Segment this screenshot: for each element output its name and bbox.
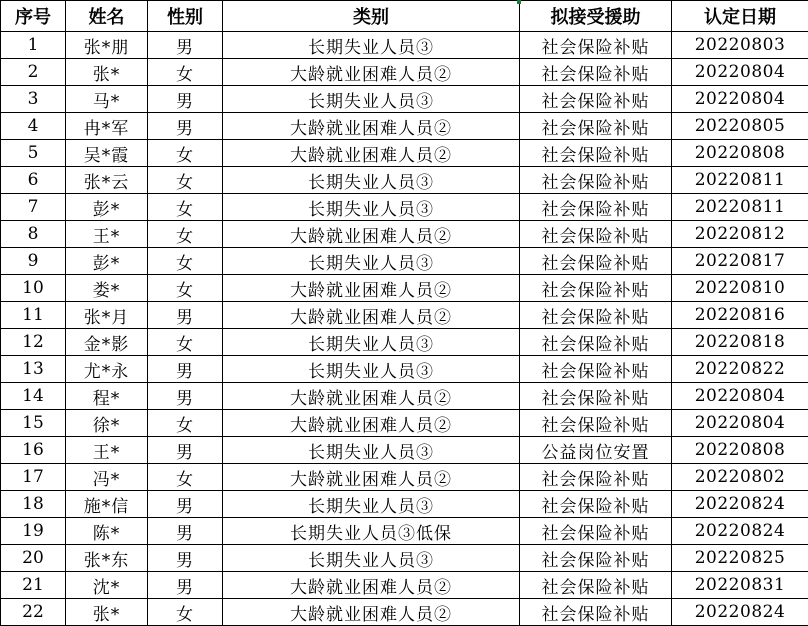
table-row xyxy=(1,86,808,113)
cell-gender[interactable]: 男 xyxy=(148,491,223,518)
cell-aid[interactable]: 社会保险补贴 xyxy=(520,356,672,383)
cell-category[interactable]: 大龄就业困难人员② xyxy=(223,410,520,437)
cell-seq[interactable]: 20 xyxy=(1,545,66,572)
cell-date[interactable]: 20220803 xyxy=(672,32,808,59)
header-seq: 序号 xyxy=(1,1,66,32)
table-row xyxy=(1,383,808,410)
cell-gender[interactable]: 女 xyxy=(148,140,223,167)
cell-category[interactable]: 大龄就业困难人员② xyxy=(223,140,520,167)
cell-date[interactable]: 20220802 xyxy=(672,464,808,491)
table-row xyxy=(1,59,808,86)
cell-gender[interactable]: 男 xyxy=(148,572,223,599)
table-row xyxy=(1,518,808,545)
cell-corner-marker xyxy=(517,0,521,4)
cell-aid[interactable]: 公益岗位安置 xyxy=(520,437,672,464)
cell-name[interactable]: 彭* xyxy=(66,248,148,275)
cell-date[interactable]: 20220804 xyxy=(672,59,808,86)
cell-name[interactable]: 冉*军 xyxy=(66,113,148,140)
table-row xyxy=(1,221,808,248)
cell-seq[interactable]: 14 xyxy=(1,383,66,410)
cell-seq[interactable]: 2 xyxy=(1,59,66,86)
cell-date[interactable]: 20220822 xyxy=(672,356,808,383)
cell-name[interactable]: 王* xyxy=(66,221,148,248)
table-row xyxy=(1,572,808,599)
cell-gender[interactable]: 女 xyxy=(148,221,223,248)
cell-gender[interactable]: 女 xyxy=(148,248,223,275)
cell-date[interactable]: 20220804 xyxy=(672,410,808,437)
table-row xyxy=(1,545,808,572)
cell-date[interactable]: 20220805 xyxy=(672,113,808,140)
cell-category[interactable]: 长期失业人员③ xyxy=(223,356,520,383)
cell-aid[interactable]: 社会保险补贴 xyxy=(520,410,672,437)
header-name: 姓名 xyxy=(66,1,148,32)
cell-aid[interactable]: 社会保险补贴 xyxy=(520,59,672,86)
cell-date[interactable]: 20220817 xyxy=(672,248,808,275)
cell-name[interactable]: 陈* xyxy=(66,518,148,545)
cell-seq[interactable]: 6 xyxy=(1,167,66,194)
cell-gender[interactable]: 男 xyxy=(148,545,223,572)
cell-date[interactable]: 20220816 xyxy=(672,302,808,329)
cell-category[interactable]: 大龄就业困难人员② xyxy=(223,59,520,86)
cell-seq[interactable]: 3 xyxy=(1,86,66,113)
cell-gender[interactable]: 男 xyxy=(148,32,223,59)
cell-seq[interactable]: 13 xyxy=(1,356,66,383)
cell-aid[interactable]: 社会保险补贴 xyxy=(520,32,672,59)
cell-name[interactable]: 张* xyxy=(66,599,148,626)
table-row xyxy=(1,248,808,275)
cell-gender[interactable]: 女 xyxy=(148,167,223,194)
cell-category[interactable]: 长期失业人员③ xyxy=(223,194,520,221)
cell-name[interactable]: 徐* xyxy=(66,410,148,437)
cell-name[interactable]: 娄* xyxy=(66,275,148,302)
table-row xyxy=(1,275,808,302)
cell-seq[interactable]: 11 xyxy=(1,302,66,329)
cell-gender[interactable]: 男 xyxy=(148,518,223,545)
cell-name[interactable]: 沈* xyxy=(66,572,148,599)
cell-date[interactable]: 20220810 xyxy=(672,275,808,302)
cell-date[interactable]: 20220812 xyxy=(672,221,808,248)
table-row xyxy=(1,437,808,464)
table-row xyxy=(1,194,808,221)
cell-seq[interactable]: 16 xyxy=(1,437,66,464)
cell-name[interactable]: 程* xyxy=(66,383,148,410)
cell-aid[interactable]: 社会保险补贴 xyxy=(520,248,672,275)
cell-category[interactable]: 长期失业人员③ xyxy=(223,545,520,572)
cell-name[interactable]: 冯* xyxy=(66,464,148,491)
cell-name[interactable]: 王* xyxy=(66,437,148,464)
cell-seq[interactable]: 9 xyxy=(1,248,66,275)
cell-seq[interactable]: 5 xyxy=(1,140,66,167)
cell-gender[interactable]: 男 xyxy=(148,302,223,329)
cell-date[interactable]: 20220811 xyxy=(672,194,808,221)
cell-aid[interactable]: 社会保险补贴 xyxy=(520,545,672,572)
cell-seq[interactable]: 21 xyxy=(1,572,66,599)
cell-category[interactable]: 长期失业人员③ xyxy=(223,32,520,59)
cell-date[interactable]: 20220804 xyxy=(672,383,808,410)
cell-aid[interactable]: 社会保险补贴 xyxy=(520,275,672,302)
cell-aid[interactable]: 社会保险补贴 xyxy=(520,599,672,626)
cell-gender[interactable]: 女 xyxy=(148,329,223,356)
cell-gender[interactable]: 女 xyxy=(148,599,223,626)
cell-aid[interactable]: 社会保险补贴 xyxy=(520,113,672,140)
cell-seq[interactable]: 7 xyxy=(1,194,66,221)
cell-date[interactable]: 20220824 xyxy=(672,518,808,545)
cell-name[interactable]: 张*月 xyxy=(66,302,148,329)
cell-aid[interactable]: 社会保险补贴 xyxy=(520,167,672,194)
cell-name[interactable]: 张* xyxy=(66,59,148,86)
header-row xyxy=(1,1,808,32)
cell-category[interactable]: 长期失业人员③低保 xyxy=(223,518,520,545)
table-row xyxy=(1,356,808,383)
cell-date[interactable]: 20220825 xyxy=(672,545,808,572)
cell-seq[interactable]: 10 xyxy=(1,275,66,302)
cell-category[interactable]: 长期失业人员③ xyxy=(223,437,520,464)
cell-date[interactable]: 20220808 xyxy=(672,437,808,464)
header-date: 认定日期 xyxy=(672,1,808,32)
cell-category[interactable]: 大龄就业困难人员② xyxy=(223,572,520,599)
cell-name[interactable]: 张*朋 xyxy=(66,32,148,59)
table-row xyxy=(1,140,808,167)
table-row xyxy=(1,491,808,518)
cell-seq[interactable]: 18 xyxy=(1,491,66,518)
cell-date[interactable]: 20220808 xyxy=(672,140,808,167)
cell-name[interactable]: 彭* xyxy=(66,194,148,221)
table-row xyxy=(1,302,808,329)
cell-gender[interactable]: 女 xyxy=(148,464,223,491)
cell-category[interactable]: 大龄就业困难人员② xyxy=(223,113,520,140)
cell-aid[interactable]: 社会保险补贴 xyxy=(520,464,672,491)
cell-category[interactable]: 长期失业人员③ xyxy=(223,329,520,356)
table-row xyxy=(1,464,808,491)
header-category: 类别 xyxy=(223,1,520,32)
cell-seq[interactable]: 4 xyxy=(1,113,66,140)
cell-gender[interactable]: 男 xyxy=(148,437,223,464)
cell-seq[interactable]: 8 xyxy=(1,221,66,248)
cell-category[interactable]: 长期失业人员③ xyxy=(223,167,520,194)
cell-gender[interactable]: 男 xyxy=(148,356,223,383)
cell-gender[interactable]: 男 xyxy=(148,113,223,140)
cell-gender[interactable]: 女 xyxy=(148,275,223,302)
cell-aid[interactable]: 社会保险补贴 xyxy=(520,518,672,545)
cell-name[interactable]: 金*影 xyxy=(66,329,148,356)
table-row xyxy=(1,113,808,140)
cell-seq[interactable]: 19 xyxy=(1,518,66,545)
cell-name[interactable]: 张*云 xyxy=(66,167,148,194)
cell-date[interactable]: 20220824 xyxy=(672,491,808,518)
cell-gender[interactable]: 男 xyxy=(148,86,223,113)
cell-category[interactable]: 大龄就业困难人员② xyxy=(223,383,520,410)
cell-name[interactable]: 吴*霞 xyxy=(66,140,148,167)
header-aid: 拟接受援助 xyxy=(520,1,672,32)
cell-name[interactable]: 施*信 xyxy=(66,491,148,518)
cell-aid[interactable]: 社会保险补贴 xyxy=(520,383,672,410)
cell-gender[interactable]: 女 xyxy=(148,59,223,86)
cell-seq[interactable]: 15 xyxy=(1,410,66,437)
cell-aid[interactable]: 社会保险补贴 xyxy=(520,194,672,221)
cell-seq[interactable]: 1 xyxy=(1,32,66,59)
cell-seq[interactable]: 22 xyxy=(1,599,66,626)
table-row xyxy=(1,599,808,626)
table-row xyxy=(1,410,808,437)
cell-gender[interactable]: 女 xyxy=(148,410,223,437)
cell-category[interactable]: 长期失业人员③ xyxy=(223,491,520,518)
cell-seq[interactable]: 17 xyxy=(1,464,66,491)
cell-aid[interactable]: 社会保险补贴 xyxy=(520,221,672,248)
cell-aid[interactable]: 社会保险补贴 xyxy=(520,140,672,167)
table-row xyxy=(1,32,808,59)
cell-name[interactable]: 尤*永 xyxy=(66,356,148,383)
cell-gender[interactable]: 女 xyxy=(148,194,223,221)
cell-seq[interactable]: 12 xyxy=(1,329,66,356)
cell-aid[interactable]: 社会保险补贴 xyxy=(520,491,672,518)
cell-category[interactable]: 大龄就业困难人员② xyxy=(223,221,520,248)
cell-aid[interactable]: 社会保险补贴 xyxy=(520,302,672,329)
cell-category[interactable]: 长期失业人员③ xyxy=(223,86,520,113)
cell-category[interactable]: 长期失业人员③ xyxy=(223,248,520,275)
cell-gender[interactable]: 男 xyxy=(148,383,223,410)
cell-date[interactable]: 20220831 xyxy=(672,572,808,599)
cell-aid[interactable]: 社会保险补贴 xyxy=(520,329,672,356)
cell-category[interactable]: 大龄就业困难人员② xyxy=(223,464,520,491)
cell-name[interactable]: 张*东 xyxy=(66,545,148,572)
cell-category[interactable]: 大龄就业困难人员② xyxy=(223,275,520,302)
cell-aid[interactable]: 社会保险补贴 xyxy=(520,86,672,113)
cell-category[interactable]: 大龄就业困难人员② xyxy=(223,302,520,329)
header-gender: 性别 xyxy=(148,1,223,32)
cell-date[interactable]: 20220811 xyxy=(672,167,808,194)
cell-date[interactable]: 20220804 xyxy=(672,86,808,113)
table-row xyxy=(1,329,808,356)
table-row xyxy=(1,167,808,194)
cell-name[interactable]: 马* xyxy=(66,86,148,113)
cell-aid[interactable]: 社会保险补贴 xyxy=(520,572,672,599)
cell-date[interactable]: 20220824 xyxy=(672,599,808,626)
cell-date[interactable]: 20220818 xyxy=(672,329,808,356)
cell-category[interactable]: 大龄就业困难人员② xyxy=(223,599,520,626)
